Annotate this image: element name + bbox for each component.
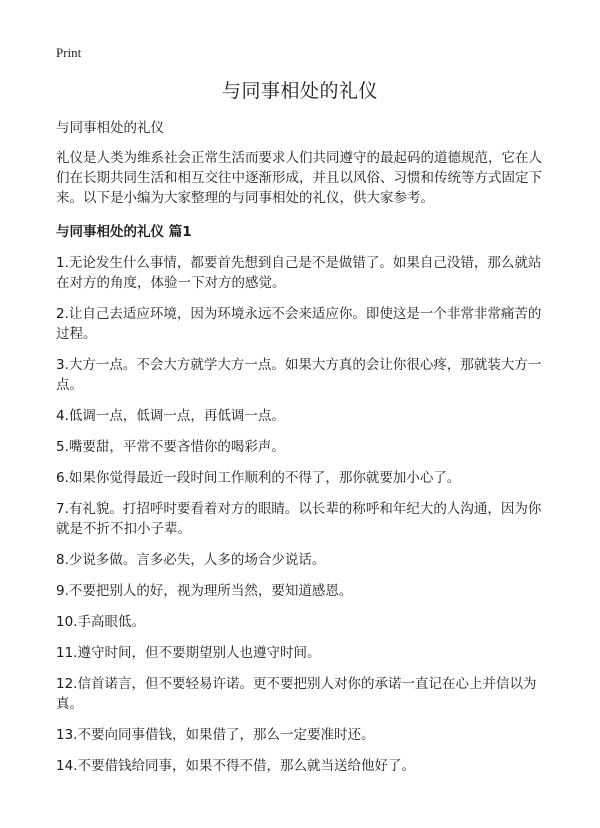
page-title: 与同事相处的礼仪	[221, 80, 378, 102]
section-heading: 与同事相处的礼仪 篇1	[56, 224, 192, 240]
list-item: 12.信首诺言，但不要轻易许诺。更不要把别人对你的承诺一直记在心上并信以为真。	[56, 676, 537, 712]
list-item: 2.让自己去适应环境，因为环境永远不会来适应你。即使这是一个非常非常痛苦的过程。	[56, 306, 542, 342]
list-item: 14.不要借钱给同事，如果不得不借，那么就当送给他好了。	[56, 758, 415, 774]
intro-paragraph: 礼仪是人类为维系社会正常生活而要求人们共同遵守的最起码的道德规范，它在人们在长期共同生活和相互交往中逐渐形成，并且以风俗、习惯和传统等方式固定下来。以下是小编为大家整理的与同事相处的礼仪，供大家参考。	[56, 150, 542, 206]
list-item: 1.无论发生什么事情，都要首先想到自己是不是做错了。如果自己没错，那么就站在对方的角度，体验一下对方的感觉。	[56, 255, 542, 291]
etiquette-list	[56, 253, 544, 776]
list-item: 9.不要把别人的好，视为理所当然，要知道感恩。	[56, 583, 353, 599]
list-item: 10.手高眼低。	[56, 614, 145, 630]
print-link[interactable]: Print	[56, 45, 82, 60]
list-item: 7.有礼貌。打招呼时要看着对方的眼睛。以长辈的称呼和年纪大的人沟通，因为你就是不折不扣小子辈。	[56, 501, 542, 537]
list-item: 11.遵守时间，但不要期望别人也遵守时间。	[56, 645, 321, 661]
list-item: 8.少说多做。言多必失，人多的场合少说话。	[56, 552, 326, 568]
list-item: 4.低调一点，低调一点，再低调一点。	[56, 408, 285, 424]
document-subtitle: 与同事相处的礼仪	[56, 120, 164, 136]
list-item: 3.大方一点。不会大方就学大方一点。如果大方真的会让你很心疼，那就装大方一点。	[56, 357, 542, 393]
list-item: 5.嘴要甜，平常不要吝惜你的喝彩声。	[56, 439, 285, 455]
list-item: 13.不要向同事借钱，如果借了，那么一定要准时还。	[56, 727, 375, 743]
list-item: 6.如果你觉得最近一段时间工作顺利的不得了，那你就要加小心了。	[56, 470, 461, 486]
